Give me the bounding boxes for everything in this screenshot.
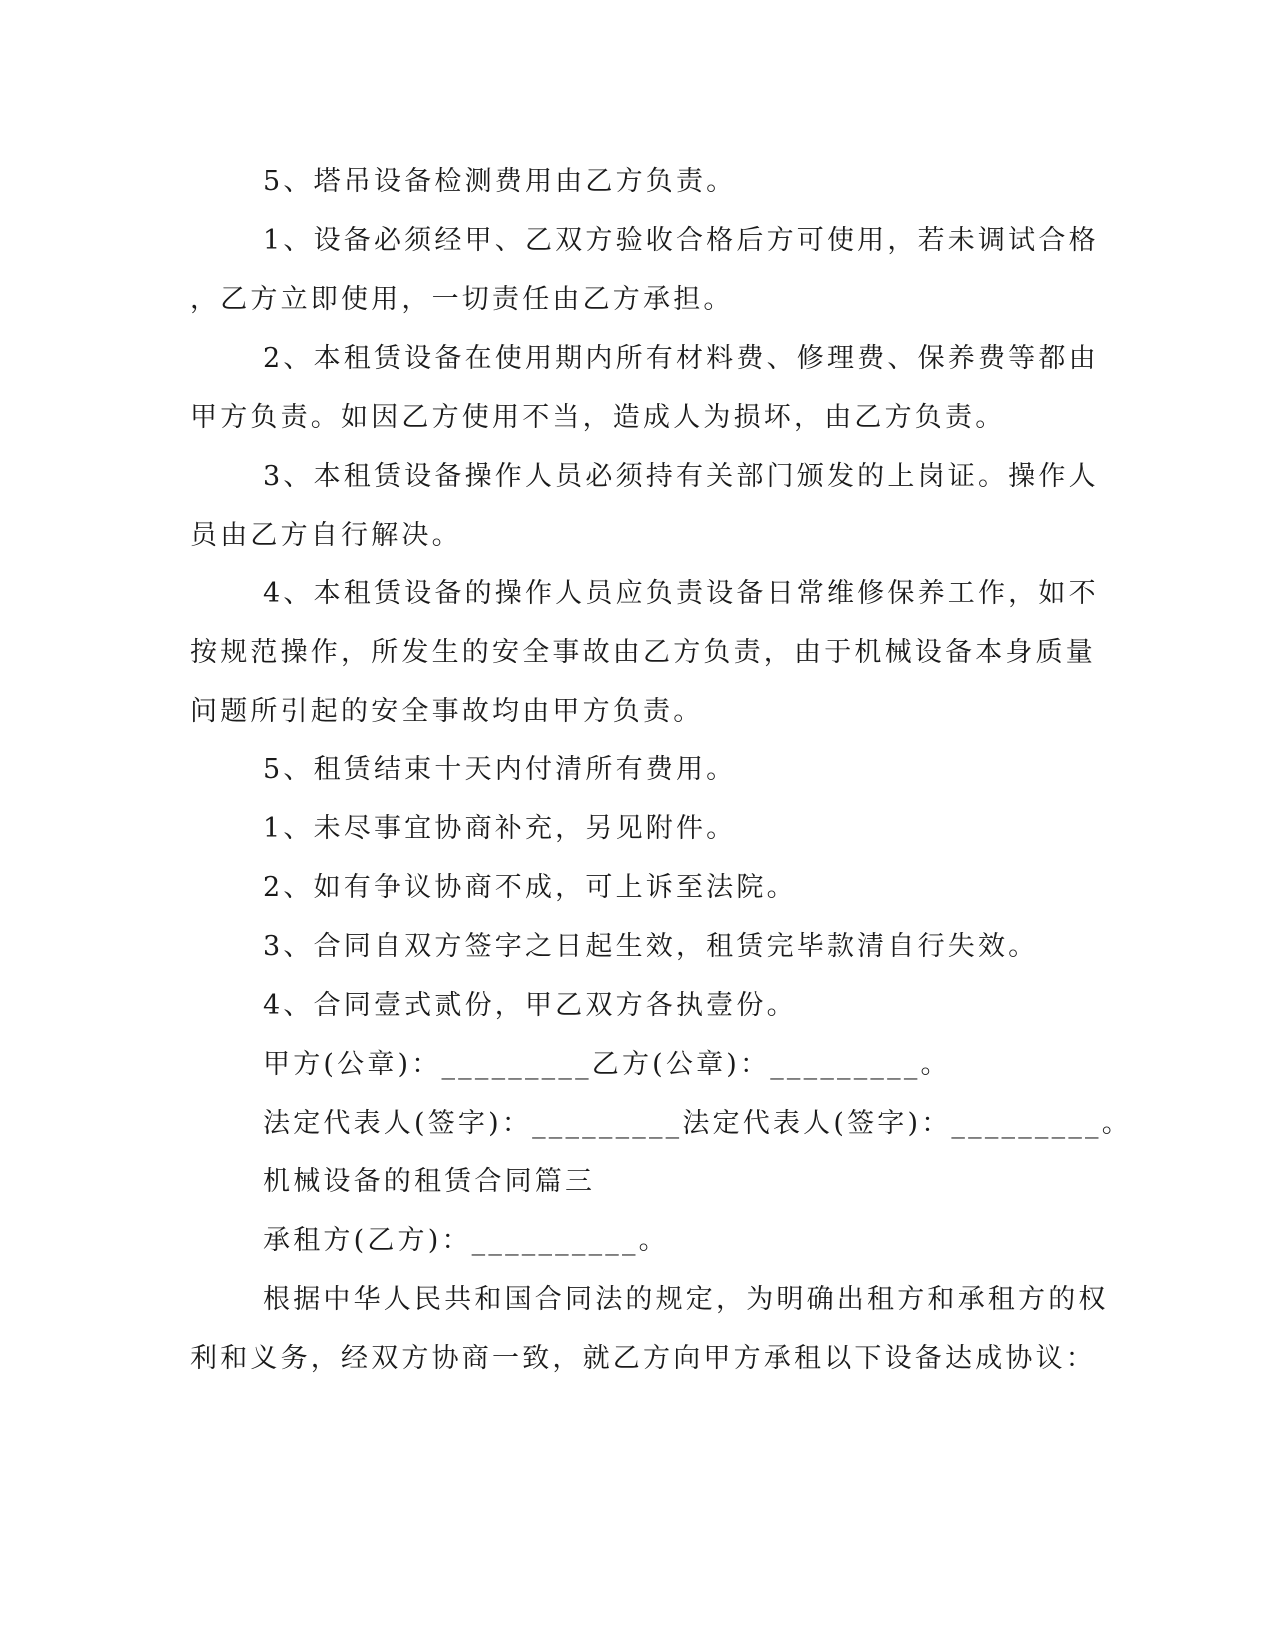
- signature-line-seal: 甲方(公章)：_________乙方(公章)：_________。: [263, 1049, 951, 1080]
- clause-line-6: 3、本租赁设备操作人员必须持有关部门颁发的上岗证。操作人: [263, 461, 1099, 492]
- clause-line-4: 2、本租赁设备在使用期内所有材料费、修理费、保养费等都由: [263, 343, 1099, 374]
- clause-line-8: 4、本租赁设备的操作人员应负责设备日常维修保养工作，如不: [263, 578, 1099, 609]
- clause-line-1: 5、塔吊设备检测费用由乙方负责。: [263, 166, 737, 197]
- clause-line-15: 4、合同壹式贰份，甲乙双方各执壹份。: [263, 990, 797, 1021]
- clause-line-2: 1、设备必须经甲、乙双方验收合格后方可使用，若未调试合格: [263, 225, 1099, 256]
- clause-line-9: 按规范操作，所发生的安全事故由乙方负责，由于机械设备本身质量: [190, 637, 1096, 668]
- clause-line-14: 3、合同自双方签字之日起生效，租赁完毕款清自行失效。: [263, 931, 1039, 962]
- clause-line-11: 5、租赁结束十天内付清所有费用。: [263, 754, 737, 785]
- lessee-line: 承租方(乙方)：__________。: [263, 1225, 669, 1256]
- clause-line-13: 2、如有争议协商不成，可上诉至法院。: [263, 872, 797, 903]
- clause-line-7: 员由乙方自行解决。: [190, 520, 462, 551]
- section-heading: 机械设备的租赁合同篇三: [263, 1166, 596, 1197]
- preamble-line-1: 根据中华人民共和国合同法的规定，为明确出租方和承租方的权: [263, 1284, 1109, 1315]
- clause-line-12: 1、未尽事宜协商补充，另见附件。: [263, 813, 737, 844]
- signature-line-representative: 法定代表人(签字)：_________法定代表人(签字)：_________。: [263, 1108, 1132, 1139]
- clause-line-10: 问题所引起的安全事故均由甲方负责。: [190, 696, 704, 727]
- preamble-line-2: 利和义务，经双方协商一致，就乙方向甲方承租以下设备达成协议：: [190, 1343, 1096, 1374]
- clause-line-3: ，乙方立即使用，一切责任由乙方承担。: [190, 284, 734, 315]
- clause-line-5: 甲方负责。如因乙方使用不当，造成人为损坏，由乙方负责。: [190, 402, 1006, 433]
